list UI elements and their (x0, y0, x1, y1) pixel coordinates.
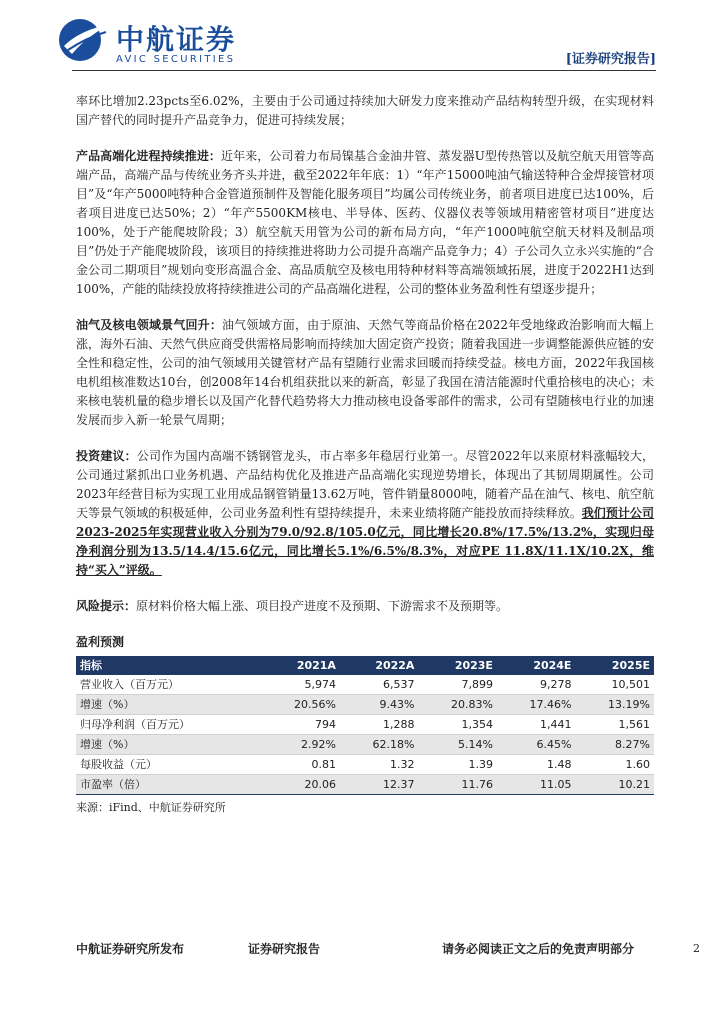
table-cell: 6.45% (497, 735, 576, 755)
paragraph-high-end-products (76, 147, 654, 299)
report-body (76, 92, 654, 817)
table-cell: 1,561 (575, 715, 654, 735)
table-cell: 6,537 (340, 675, 419, 695)
paragraph-text: 原材料价格大幅上涨、项目投产进度不及预期、下游需求不及预期等。 (136, 599, 509, 613)
paragraph-lead: 投资建议： (76, 449, 137, 463)
table-cell: 17.46% (497, 695, 576, 715)
table-cell: 794 (261, 715, 340, 735)
table-cell: 1,288 (340, 715, 419, 735)
logo-english-text: AVIC SECURITIES (116, 54, 236, 65)
table-cell: 每股收益（元） (76, 755, 261, 775)
table-cell: 20.83% (418, 695, 497, 715)
table-header-row (76, 656, 654, 675)
table-row (76, 735, 654, 755)
table-cell: 10,501 (575, 675, 654, 695)
table-row (76, 695, 654, 715)
earnings-forecast-table (76, 656, 654, 795)
header-divider (72, 70, 656, 71)
logo-chinese-text: 中航证券 (116, 23, 237, 56)
table-cell: 7,899 (418, 675, 497, 695)
table-cell: 1,354 (418, 715, 497, 735)
table-cell: 增速（%） (76, 735, 261, 755)
table-cell: 1.32 (340, 755, 419, 775)
table-cell: 62.18% (340, 735, 419, 755)
forecast-highlight: 我们预计公司2023-2025年实现营业收入分别为79.0/92.8/105.0亿元，同比增长20.8%/17.5%/13.2%，实现归母净利润分别为13.5/14.4/15.6亿元，同比增长5.1%/6.5%/8.3%，对应PE 11.8X/11.1X/10.2X，维持“买入”评级。 (76, 506, 654, 577)
footer-disclaimer-note: 请务必阅读正文之后的免责声明部分 (442, 942, 635, 956)
table-header-cell: 2024E (497, 656, 576, 675)
table-cell: 增速（%） (76, 695, 261, 715)
page-header (0, 0, 724, 74)
table-cell: 1,441 (497, 715, 576, 735)
paragraph-text: 公司作为国内高端不锈钢管龙头，市占率多年稳居行业第一。尽管2022年以来原材料涨幅较大，公司通过紧抓出口业务机遇、产品结构优化及推进产品高端化实现逆势增长，体现出了其韧周期属性。公司2023年经营目标为实现工业用成品钢管销量13.62万吨，管件销量8000吨，随着产品在油气、核电、航空航天等景气领域的积极延伸，公司业务盈利性有望持续提升，未来业绩将随产能投放而持续释放。 (76, 449, 654, 520)
table-header-cell: 2022A (340, 656, 419, 675)
table-title: 盈利预测 (76, 635, 125, 649)
table-cell: 8.27% (575, 735, 654, 755)
report-type-tag: [证券研究报告] (565, 52, 656, 67)
paragraph-investment-advice (76, 447, 654, 580)
table-cell: 13.19% (575, 695, 654, 715)
table-cell: 5.14% (418, 735, 497, 755)
page-number: 2 (693, 942, 700, 955)
table-cell: 1.48 (497, 755, 576, 775)
table-header-cell: 2025E (575, 656, 654, 675)
paragraph-lead: 风险提示： (76, 599, 137, 613)
table-cell: 归母净利润（百万元） (76, 715, 261, 735)
table-cell: 20.56% (261, 695, 340, 715)
table-cell: 1.39 (418, 755, 497, 775)
table-header-cell: 2021A (261, 656, 340, 675)
table-row (76, 675, 654, 695)
table-cell: 10.21 (575, 775, 654, 795)
table-cell: 11.05 (497, 775, 576, 795)
paragraph-text: 近年来，公司着力布局镍基合金油井管、蒸发器U型传热管以及航空航天用管等高端产品，高端产品与传统业务齐头并进，截至2022年年底：1）“年产15000吨油气输送特种合金焊接管材项目”及“年产5000吨特种合金管道预制件及智能化服务项目”均属公司传统业务，前者项目进度已达100%，后者项目进度已达50%；2）“年产5500KM核电、半导体、医药、仪器仪表等领域用精密管材项目”进度达100%，处于产能爬坡阶段；3）航空航天用管为公司的新布局方向，“年产1000吨航空航天材料及制品项目”仍处于产能爬坡阶段，该项目的持续推进将助力公司提升高端产品竞争力；4）子公司久立永兴实施的“合金公司二期项目”规划向变形高温合金、高品质航空及核电用特种材料等高端领域拓展，进度于2022H1达到100%，产能的陆续投放将持续推进公司的产品高端化进程，公司的整体业务盈利性有望逐步提升； (76, 149, 654, 296)
table-cell: 20.06 (261, 775, 340, 795)
table-header-cell: 指标 (76, 656, 261, 675)
footer-report-type: 证券研究报告 (248, 942, 321, 956)
avic-logo (56, 16, 246, 70)
table-row (76, 775, 654, 795)
paragraph-lead: 油气及核电领域景气回升： (76, 318, 222, 332)
paragraph-margin-continued (76, 92, 654, 130)
table-source-note: 来源：iFind、中航证券研究所 (76, 801, 226, 814)
table-cell: 市盈率（倍） (76, 775, 261, 795)
table-header-cell: 2023E (418, 656, 497, 675)
table-cell: 12.37 (340, 775, 419, 795)
avic-emblem-icon (56, 16, 112, 64)
table-cell: 5,974 (261, 675, 340, 695)
paragraph-risk-warning (76, 597, 654, 616)
table-cell: 9.43% (340, 695, 419, 715)
table-cell: 1.60 (575, 755, 654, 775)
table-cell: 2.92% (261, 735, 340, 755)
table-row (76, 755, 654, 775)
paragraph-text: 油气领域方面，由于原油、天然气等商品价格在2022年受地缘政治影响而大幅上涨，海外石油、天然气供应商受供需格局影响而持续加大固定资产投资；随着我国进一步调整能源供应链的安全性和稳定性，公司的油气领域用关键管材产品有望随行业需求回暖而持续受益。核电方面，2022年我国核电机组核准数达10台，创2008年14台机组获批以来的新高，彰显了我国在清洁能源时代重拾核电的决心；未来核电装机量的稳步增长以及国产化替代趋势将大力推动核电设备零部件的需求，公司有望随核电行业的加速发展而步入新一轮景气周期； (76, 318, 654, 427)
paragraph-text: 率环比增加2.23pcts至6.02%，主要由于公司通过持续加大研发力度来推动产品结构转型升级，在实现材料国产替代的同时提升产品竞争力，促进可持续发展； (76, 94, 654, 127)
paragraph-lead: 产品高端化进程持续推进： (76, 149, 221, 163)
table-cell: 0.81 (261, 755, 340, 775)
table-row (76, 715, 654, 735)
footer-publisher: 中航证券研究所发布 (76, 942, 185, 956)
table-cell: 9,278 (497, 675, 576, 695)
table-cell: 11.76 (418, 775, 497, 795)
paragraph-oil-gas-nuclear (76, 316, 654, 430)
table-cell: 营业收入（百万元） (76, 675, 261, 695)
